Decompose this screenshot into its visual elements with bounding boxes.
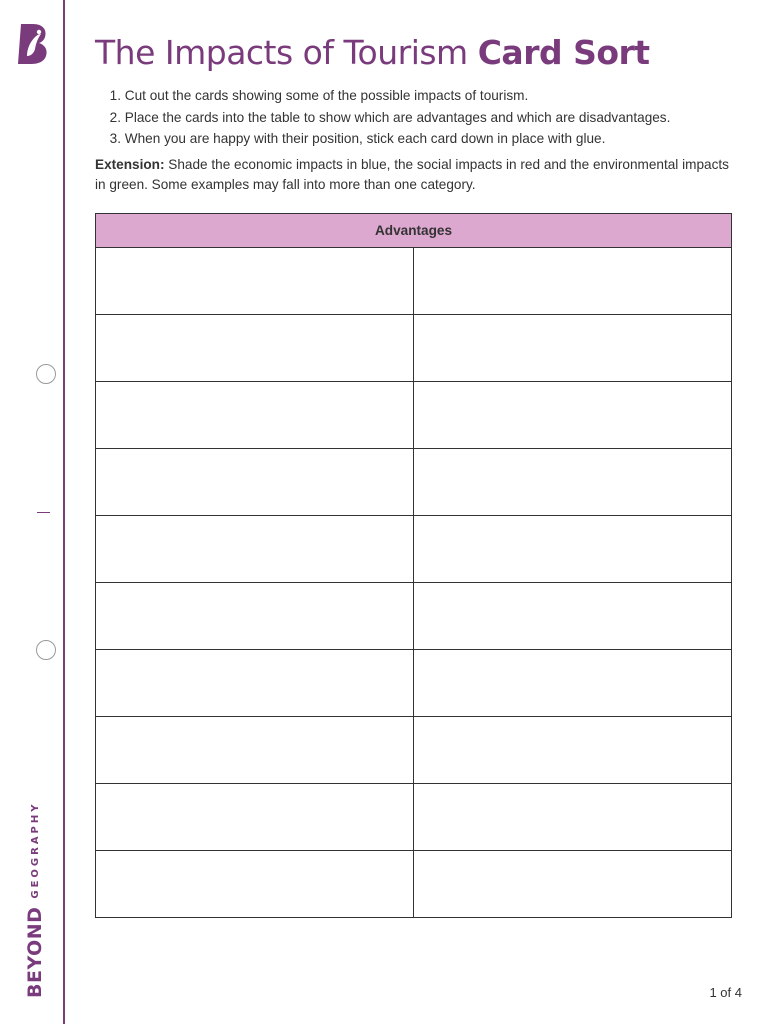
fold-mark — [37, 512, 50, 513]
card-slot-left — [96, 516, 414, 583]
instruction-text: Cut out the cards showing some of the possible impacts of tourism. — [124, 88, 529, 103]
page-title — [95, 33, 650, 72]
card-slot-left — [96, 650, 414, 717]
card-slot-right — [414, 516, 732, 583]
card-slot-right — [414, 717, 732, 784]
instruction-text: When you are happy with their position, stick each card down in place with glue. — [124, 131, 606, 146]
card-slot-left — [96, 784, 414, 851]
instruction-number: 2. — [109, 109, 121, 125]
card-slot-left — [96, 449, 414, 516]
title-light: The Impacts of Tourism — [95, 33, 468, 72]
table-header-advantages: Advantages — [96, 214, 732, 248]
card-slot-right — [414, 784, 732, 851]
table-row — [96, 717, 732, 784]
brand-subject: GEOGRAPHY — [29, 801, 41, 899]
brand-wordmark — [24, 801, 46, 998]
instruction-number: 1. — [109, 88, 121, 103]
instruction-item — [96, 85, 736, 107]
table-row — [96, 784, 732, 851]
extension-paragraph — [95, 155, 740, 194]
card-slot-left — [96, 382, 414, 449]
instruction-list — [96, 85, 736, 150]
table-row — [96, 382, 732, 449]
card-slot-right — [414, 315, 732, 382]
title-bold: Card Sort — [477, 33, 650, 72]
instruction-number: 3. — [109, 131, 121, 146]
card-slot-left — [96, 583, 414, 650]
table-body — [96, 248, 732, 918]
instruction-item — [96, 128, 736, 150]
card-slot-right — [414, 449, 732, 516]
table-row — [96, 449, 732, 516]
table-row — [96, 248, 732, 315]
page-number: 1 of 4 — [709, 985, 742, 1000]
card-slot-right — [414, 248, 732, 315]
card-slot-right — [414, 382, 732, 449]
beyond-logo-icon — [14, 22, 50, 66]
margin-line — [63, 0, 65, 1024]
card-slot-right — [414, 583, 732, 650]
punch-hole-bottom — [36, 640, 56, 660]
table-row — [96, 516, 732, 583]
table-row — [96, 583, 732, 650]
card-slot-right — [414, 650, 732, 717]
brand-name: BEYOND — [24, 906, 46, 998]
card-sort-table — [95, 213, 732, 918]
instruction-text: Place the cards into the table to show which are advantages and which are disadvantages. — [124, 109, 671, 125]
card-slot-left — [96, 248, 414, 315]
table-row — [96, 650, 732, 717]
extension-label: Extension: — [95, 157, 165, 172]
instruction-item — [96, 107, 736, 129]
card-slot-left — [96, 717, 414, 784]
punch-hole-top — [36, 364, 56, 384]
table-row — [96, 851, 732, 918]
card-slot-left — [96, 851, 414, 918]
extension-text: Shade the economic impacts in blue, the social impacts in red and the environmental impacts in green. Some examples may fall into more than one category. — [95, 157, 729, 192]
card-slot-right — [414, 851, 732, 918]
card-slot-left — [96, 315, 414, 382]
table-row — [96, 315, 732, 382]
